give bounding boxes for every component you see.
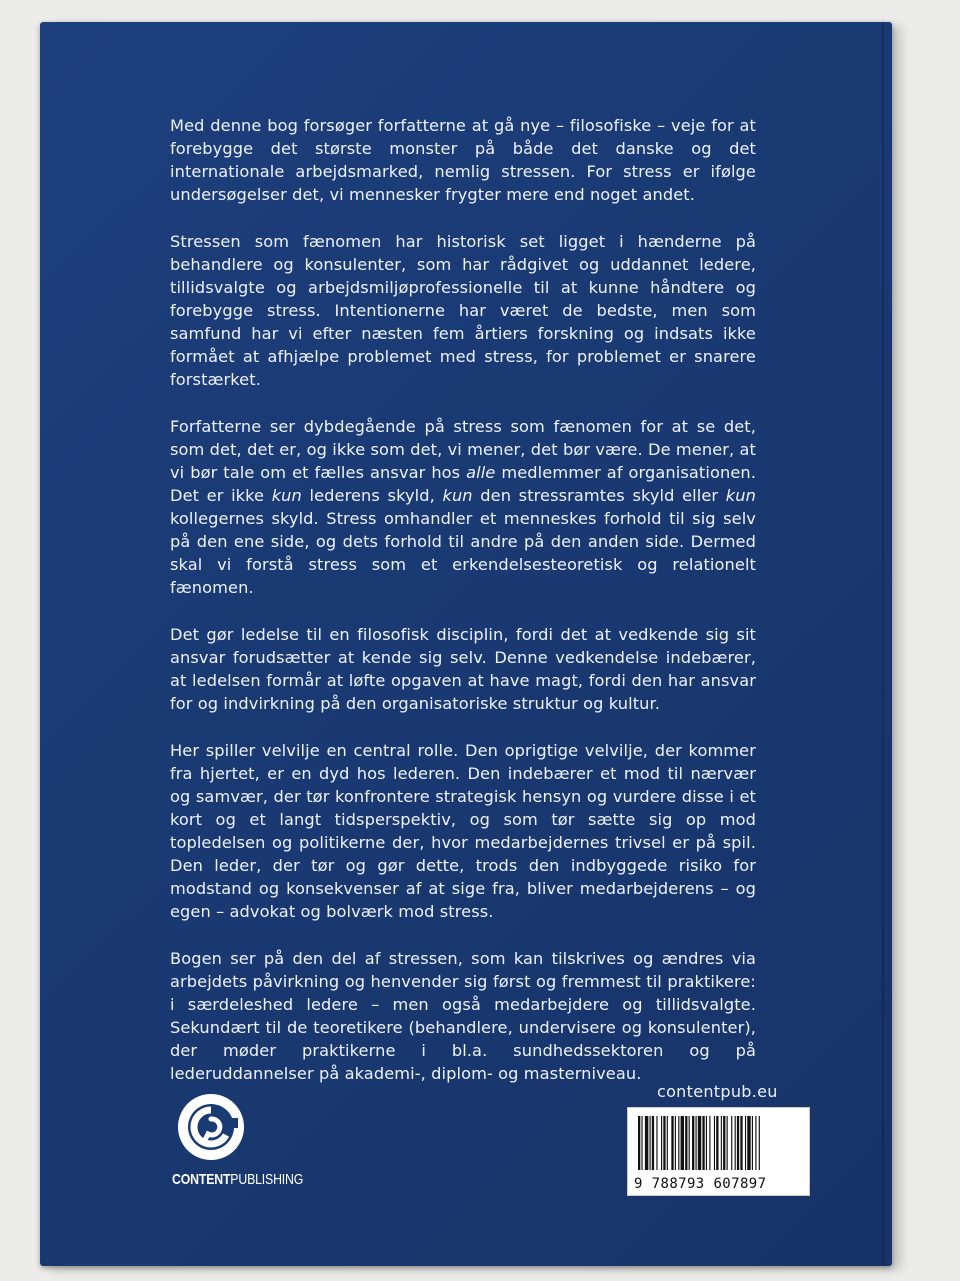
blurb-p3-emphasis: kun <box>442 486 473 505</box>
publisher-name-bold: CONTENT <box>172 1171 231 1188</box>
blurb-p3-emphasis: alle <box>466 463 496 482</box>
barcode-bar <box>702 1116 704 1170</box>
barcode-bar <box>737 1116 739 1170</box>
blurb-text <box>170 114 756 1109</box>
barcode-bar <box>675 1116 676 1170</box>
barcode-bar <box>709 1116 710 1170</box>
barcode-bar <box>706 1116 707 1170</box>
blurb-p3-part: Forfatterne ser dybdegående på stress som fænomen for at se det, som det, det er, og ikke som det, vi mener, det bør være. De mener, at vi bør tale om et fælles ansvar hos <box>170 417 756 482</box>
barcode-bar <box>735 1116 736 1170</box>
blurb-paragraph-6: Bogen ser på den del af stressen, som kan tilskrives og ændres via arbejdets påvirkning og henvender sig først og fremmest til praktikere: i særdeleshed ledere – men også medarbejdere og tillidsvalgte. Sekundært til de teoretikere (behandlere, undervisere og konsulenter), der møder praktikerne i bl.a. sundhedssektoren og på lederuddannelser på akademi-, diplom- og masterniveau. <box>170 949 756 1083</box>
blurb-p3-emphasis: kun <box>271 486 302 505</box>
barcode-bar <box>714 1116 715 1170</box>
blurb-paragraph-1: Med denne bog forsøger forfatterne at gå nye – filosofiske – veje for at forebygge det største monster på både det danske og det internationale arbejdsmarked, nemlig stressen. For stress er ifølge undersøgelser det, vi mennesker frygter mere end noget andet. <box>170 116 756 204</box>
barcode-bars <box>636 1116 801 1170</box>
blurb-p3-emphasis: kun <box>725 486 756 505</box>
content-publishing-logo-icon <box>176 1092 246 1162</box>
publisher-website: contentpub.eu <box>657 1082 778 1101</box>
barcode-bar <box>745 1116 746 1170</box>
barcode-bar <box>685 1116 687 1170</box>
barcode-bar <box>641 1116 642 1170</box>
barcode-bar <box>692 1116 694 1170</box>
barcode-bar <box>656 1116 657 1170</box>
isbn-number: 9 788793 607897 <box>634 1176 767 1192</box>
barcode-bar <box>747 1116 750 1170</box>
barcode-bar <box>681 1116 684 1170</box>
barcode-bar <box>696 1116 697 1170</box>
barcode-bar <box>752 1116 753 1170</box>
blurb-paragraph-2: Stressen som fænomen har historisk set ligget i hænderne på behandlere og konsulenter, som har rådgivet og uddannet ledere, tillidsvalgte og arbejdsmiljøprofessionelle til at kunne håndtere og forebygge stress. Intentionerne har været de bedste, men som samfund har vi efter næsten fem årtiers forskning og indsats ikke formået at afhjælpe problemet med stress, for problemet er snarere forstærket. <box>170 232 756 389</box>
publisher-name <box>172 1171 303 1188</box>
barcode-bar <box>638 1116 640 1170</box>
blurb-paragraph-5: Her spiller velvilje en central rolle. Den oprigtige velvilje, der kommer fra hjertet, er en dyd hos lederen. Den indebærer et mod til nærvær og samvær, der tør konfrontere strategisk hensyn og vurdere disse i et kort og et langt tidsperspektiv, og som tør sætte sig op mod topledelsen og politikerne der, hvor medarbejdernes trivsel er på spil. Den leder, der tør og gør dette, trods den indbyggede risiko for modstand og konsekvenser af at sige fra, bliver medarbejderens – og egen – advokat og bolværk mod stress. <box>170 741 756 921</box>
blurb-p3-part: kollegernes skyld. Stress omhandler et menneskes forhold til sig selv på den ene side, og dets forhold til andre på den anden side. Dermed skal vi forstå stress som et erkendelsesteoretisk og relationelt fænomen. <box>170 509 756 597</box>
barcode-bar <box>716 1116 718 1170</box>
barcode-bar <box>661 1116 662 1170</box>
barcode-bar <box>759 1116 760 1170</box>
barcode-bar <box>721 1116 722 1170</box>
cover-edge <box>882 22 884 1266</box>
book-back-cover <box>40 22 892 1266</box>
barcode-bar <box>671 1116 673 1170</box>
barcode-bar <box>698 1116 701 1170</box>
barcode-bar <box>667 1116 668 1170</box>
barcode-bar <box>755 1116 756 1170</box>
barcode-bar <box>645 1116 648 1170</box>
blurb-paragraph-4: Det gør ledelse til en filosofisk disciplin, fordi det at vedkende sig sit ansvar forudsætter at kende sig selv. Denne vedkendelse indebærer, at ledelsen formår at løfte opgaven at have magt, fordi den har ansvar for og indvirkning på den organisatoriske struktur og kultur. <box>170 625 756 713</box>
blurb-p3-part: medlemmer af organisationen. Det er ikke <box>170 463 756 505</box>
barcode-bar <box>723 1116 725 1170</box>
blurb-p3-part: lederens skyld, <box>301 486 443 505</box>
barcode-bar <box>678 1116 679 1170</box>
barcode-bar <box>727 1116 728 1170</box>
barcode-bar <box>650 1116 651 1170</box>
barcode-bar <box>740 1116 742 1170</box>
barcode-bar <box>731 1116 732 1170</box>
barcode-bar <box>663 1116 665 1170</box>
publisher-name-regular: PUBLISHING <box>230 1171 304 1188</box>
barcode-bar <box>652 1116 654 1170</box>
blurb-paragraph-3 <box>170 415 756 599</box>
blurb-p3-part: den stressramtes skyld eller <box>472 486 726 505</box>
isbn-barcode <box>627 1107 810 1196</box>
barcode-bar <box>689 1116 690 1170</box>
